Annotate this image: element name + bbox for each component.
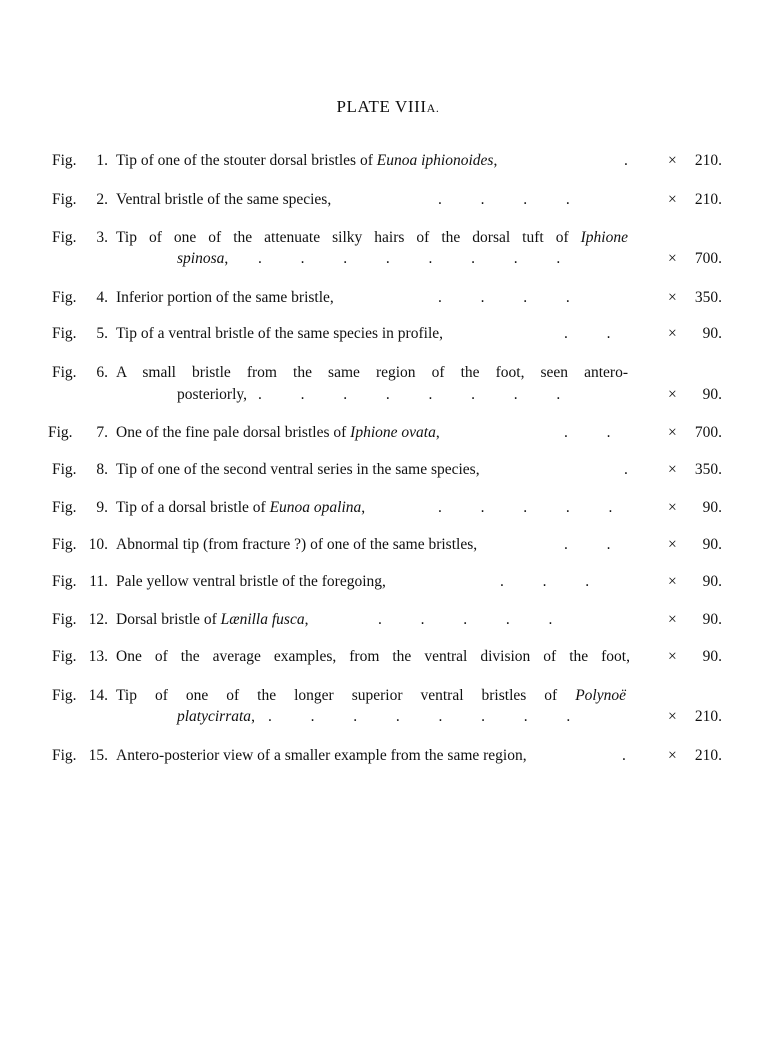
fig-description: Tip of one of the attenuate silky hairs of the dorsal tuft of Iphione	[116, 229, 628, 246]
magnification: 90.	[702, 536, 722, 553]
fig-label: Fig.	[52, 325, 77, 342]
dot-leaders: . . . . . . . .	[258, 386, 561, 403]
dot-leaders: . . . .	[438, 289, 570, 306]
magnification: 700.	[694, 424, 722, 441]
magnification: 90.	[702, 648, 722, 665]
fig-label: Fig.	[52, 611, 77, 628]
fig-description: Antero-posterior view of a smaller example from the same region,	[116, 747, 527, 764]
fig-number: 5.	[96, 325, 108, 342]
fig-label: Fig.	[52, 573, 77, 590]
fig-description: Inferior portion of the same bristle,	[116, 289, 334, 306]
dot-leaders: . . . . . . . .	[268, 708, 571, 725]
times-symbol: ×	[668, 325, 677, 342]
fig-label: Fig.	[52, 648, 77, 665]
times-symbol: ×	[668, 648, 677, 665]
dot-leaders: . . . .	[438, 191, 570, 208]
fig-description: Tip of one of the longer superior ventral bristles of Polynoë	[116, 687, 626, 704]
fig-number: 8.	[96, 461, 108, 478]
fig-description: Dorsal bristle of Lænilla fusca,	[116, 611, 309, 628]
times-symbol: ×	[668, 573, 677, 590]
fig-label: Fig.	[52, 747, 77, 764]
fig-description: A small bristle from the same region of the foot, seen antero-	[116, 364, 628, 381]
fig-description-continuation: spinosa,	[177, 250, 229, 267]
dot-leaders: . . . . . . . .	[258, 250, 561, 267]
fig-number: 9.	[96, 499, 108, 516]
magnification: 700.	[694, 250, 722, 267]
dot-leaders: . . . . .	[438, 499, 613, 516]
times-symbol: ×	[668, 191, 677, 208]
magnification: 210.	[694, 747, 722, 764]
fig-number: 14.	[88, 687, 108, 704]
fig-number: 12.	[88, 611, 108, 628]
fig-number: 11.	[89, 573, 108, 590]
fig-label: Fig.	[48, 424, 73, 441]
fig-description: Tip of a ventral bristle of the same species in profile,	[116, 325, 443, 342]
plate-title	[0, 97, 776, 117]
fig-number: 6.	[96, 364, 108, 381]
fig-description: One of the average examples, from the ventral division of the foot,	[116, 648, 630, 665]
fig-number: 1.	[96, 152, 108, 169]
fig-description: Abnormal tip (from fracture ?) of one of the same bristles,	[116, 536, 478, 553]
magnification: 210.	[694, 152, 722, 169]
magnification: 210.	[694, 191, 722, 208]
fig-description: One of the fine pale dorsal bristles of Iphione ovata,	[116, 424, 440, 441]
fig-description: Ventral bristle of the same species,	[116, 191, 332, 208]
dot-leaders: .	[622, 747, 626, 764]
fig-number: 7.	[96, 424, 108, 441]
magnification: 90.	[702, 386, 722, 403]
times-symbol: ×	[668, 424, 677, 441]
times-symbol: ×	[668, 536, 677, 553]
magnification: 210.	[694, 708, 722, 725]
magnification: 350.	[694, 289, 722, 306]
times-symbol: ×	[668, 289, 677, 306]
times-symbol: ×	[668, 250, 677, 267]
fig-label: Fig.	[52, 289, 77, 306]
fig-number: 2.	[96, 191, 108, 208]
dot-leaders: .	[624, 461, 628, 478]
fig-description-continuation: platycirrata,	[177, 708, 255, 725]
fig-description: Tip of one of the stouter dorsal bristles of Eunoa iphionoides,	[116, 152, 498, 169]
fig-description-continuation: posteriorly,	[177, 386, 248, 403]
magnification: 90.	[702, 499, 722, 516]
fig-label: Fig.	[52, 229, 77, 246]
magnification: 90.	[702, 325, 722, 342]
fig-description: Pale yellow ventral bristle of the foregoing,	[116, 573, 386, 590]
dot-leaders: . .	[564, 536, 611, 553]
magnification: 90.	[702, 611, 722, 628]
fig-label: Fig.	[52, 687, 77, 704]
times-symbol: ×	[668, 499, 677, 516]
fig-label: Fig.	[52, 536, 77, 553]
magnification: 350.	[694, 461, 722, 478]
dot-leaders: . . . . .	[378, 611, 553, 628]
fig-label: Fig.	[52, 499, 77, 516]
fig-label: Fig.	[52, 461, 77, 478]
fig-description: Tip of a dorsal bristle of Eunoa opalina,	[116, 499, 366, 516]
fig-label: Fig.	[52, 152, 77, 169]
times-symbol: ×	[668, 747, 677, 764]
dot-leaders: . .	[564, 424, 611, 441]
dot-leaders: . .	[564, 325, 611, 342]
fig-number: 3.	[96, 229, 108, 246]
dot-leaders: . . .	[500, 573, 590, 590]
dot-leaders: .	[624, 152, 628, 169]
fig-number: 4.	[96, 289, 108, 306]
fig-number: 10.	[88, 536, 108, 553]
plate-title-main: PLATE VIII	[336, 97, 427, 116]
times-symbol: ×	[668, 461, 677, 478]
times-symbol: ×	[668, 708, 677, 725]
fig-label: Fig.	[52, 191, 77, 208]
times-symbol: ×	[668, 152, 677, 169]
fig-number: 15.	[88, 747, 108, 764]
magnification: 90.	[702, 573, 722, 590]
times-symbol: ×	[668, 386, 677, 403]
times-symbol: ×	[668, 611, 677, 628]
plate-title-suffix: A.	[426, 101, 440, 115]
fig-description: Tip of one of the second ventral series in the same species,	[116, 461, 480, 478]
fig-number: 13.	[88, 648, 108, 665]
fig-label: Fig.	[52, 364, 77, 381]
